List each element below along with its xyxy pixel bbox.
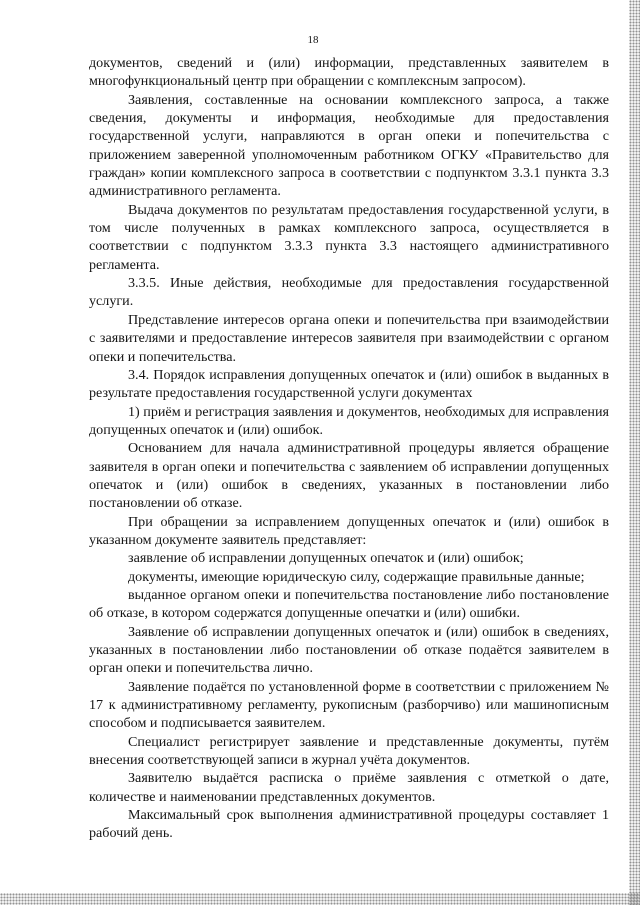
paragraph: Заявления, составленные на основании комплексного запроса, а также сведения, документы и информация, необходимые для предоставления государственной услуги, направляются в орган опеки и попечительства с приложением заверенной уполномоченным работником ОГКУ «Правительство для граждан» копии комплексного запроса в соответствии с подпунктом 3.3.1 пункта 3.3 административного регламента. bbox=[89, 91, 609, 200]
paragraph: 3.3.5. Иные действия, необходимые для предоставления государственной услуги. bbox=[89, 275, 609, 310]
paragraph: документов, сведений и (или) информации, представленных заявителем в многофункциональный центр при обращении с комплексным запросом). bbox=[89, 55, 609, 90]
paragraph: документы, имеющие юридическую силу, содержащие правильные данные; bbox=[128, 568, 585, 585]
paragraph: Заявление об исправлении допущенных опечаток и (или) ошибок в сведениях, указанных в постановлении либо постановлении об отказе подаётся заявителем в орган опеки и попечительства лично. bbox=[89, 623, 609, 677]
page-number: 18 bbox=[307, 34, 319, 46]
paragraph: 1) приём и регистрация заявления и документов, необходимых для исправления допущенных опечаток и (или) ошибок. bbox=[89, 403, 609, 438]
paragraph: заявление об исправлении допущенных опечаток и (или) ошибок; bbox=[128, 550, 524, 567]
paragraph: Основанием для начала административной процедуры является обращение заявителя в орган опеки и попечительства с заявлением об исправлении допущенных опечаток и (или) ошибок в сведениях, указанных в постановлении либо постановлении об отказе. bbox=[89, 440, 609, 512]
scan-edge-bottom bbox=[0, 893, 640, 905]
paragraph: Максимальный срок выполнения административной процедуры составляет 1 рабочий день. bbox=[89, 807, 609, 842]
scan-edge-right bbox=[629, 0, 640, 905]
paragraph: 3.4. Порядок исправления допущенных опечаток и (или) ошибок в выданных в результате предоставления государственной услуги документах bbox=[89, 366, 609, 402]
paragraph: Выдача документов по результатам предоставления государственной услуги, в том числе полученных в рамках комплексного запроса, осуществляется в соответствии с подпунктом 3.3.3 пункта 3.3 настоящего административного регламента. bbox=[89, 201, 609, 273]
paragraph: Специалист регистрирует заявление и представленные документы, путём внесения соответствующей записи в журнал учёта документов. bbox=[89, 733, 609, 769]
paragraph: При обращении за исправлением допущенных опечаток и (или) ошибок в указанном документе заявитель представляет: bbox=[89, 513, 609, 548]
paragraph: Заявление подаётся по установленной форме в соответствии с приложением № 17 к административному регламенту, рукописным (разборчиво) или машинописным способом и подписывается заявителем. bbox=[89, 678, 609, 732]
paragraph: выданное органом опеки и попечительства постановление либо постановление об отказе, в котором содержатся допущенные опечатки и (или) ошибки. bbox=[89, 586, 609, 622]
document-body bbox=[89, 54, 609, 843]
paragraph: Представление интересов органа опеки и попечительства при взаимодействии с заявителями и предоставление интересов заявителя при взаимодействии с органом опеки и попечительства. bbox=[89, 311, 609, 365]
paragraph: Заявителю выдаётся расписка о приёме заявления с отметкой о дате, количестве и наименовании представленных документов. bbox=[89, 770, 609, 805]
